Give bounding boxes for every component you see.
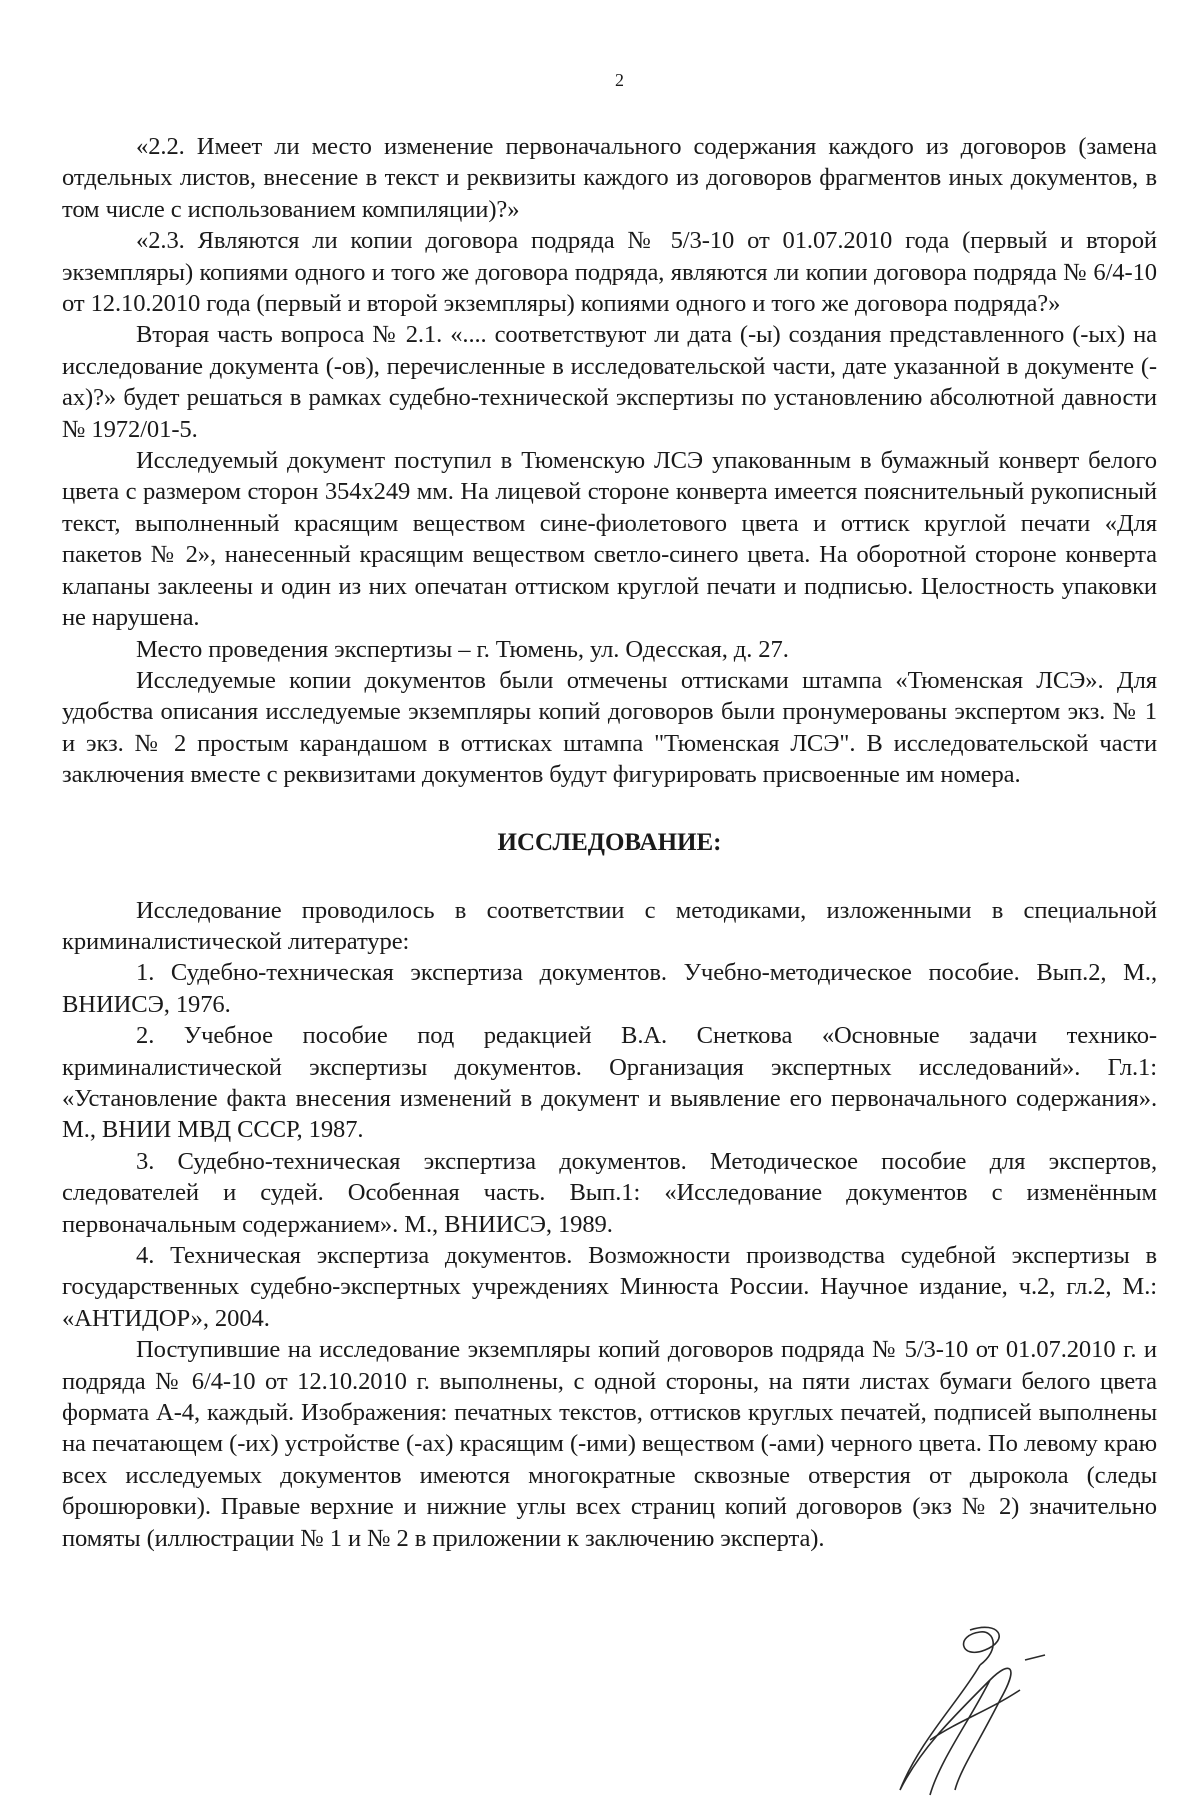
paragraph-copies-marked: Исследуемые копии документов были отмечены оттисками штампа «Тюменская ЛСЭ». Для удобства описания исследуемые экземпляры копий договоров были пронумерованы экспертом экз. № 1 и экз. № 2 простым карандашом в оттисках штампа "Тюменская ЛСЭ". В исследовательской части заключения вместе с реквизитами документов будут фигурировать присвоенные им номера. — [62, 666, 1157, 789]
paragraph-question-2-3: «2.3. Являются ли копии договора подряда № 5/3-10 от 01.07.2010 года (первый и второй экземпляры) копиями одного и того же договора подряда, являются ли копии договора подряда № 6/4-10 от 12.10.2010 года (первый и второй экземпляры) копиями одного и того же договора подряда?» — [62, 227, 1157, 318]
paragraph-methods-intro: Исследование проводилось в соответствии с методиками, изложенными в специальной криминалистической литературе: — [62, 896, 1157, 955]
paragraph-question-2-2: «2.2. Имеет ли место изменение первоначального содержания каждого из договоров (замена отдельных листов, внесение в текст и реквизиты каждого из договоров фрагментов иных документов, в том числе с использованием компиляции)?» — [62, 133, 1157, 223]
reference-1: 1. Судебно-техническая экспертиза документов. Учебно-методическое пособие. Вып.2, М., ВНИИСЭ, 1976. — [62, 959, 1157, 1018]
paragraph-envelope: Исследуемый документ поступил в Тюменскую ЛСЭ упакованным в бумажный конверт белого цвета с размером сторон 354x249 мм. На лицевой стороне конверта имеется пояснительный рукописный текст, выполненный красящим веществом сине-фиолетового цвета и оттиск круглой печати «Для пакетов № 2», нанесенный красящим веществом светло-синего цвета. На оборотной стороне конверта клапаны заклеены и один из них опечатан оттиском круглой печати и подписью. Целостность упаковки не нарушена. — [62, 447, 1157, 632]
page-number: 2 — [615, 70, 624, 90]
paragraph-question-2-1-part2: Вторая часть вопроса № 2.1. «.... соответствуют ли дата (-ы) создания представленного (-ых) на исследование документа (-ов), перечисленные в исследовательской части, дате указанной в документе (-ах)?» будет решаться в рамках судебно-технической экспертизы по установлению абсолютной давности № 1972/01-5. — [62, 321, 1157, 443]
paragraph-description: Поступившие на исследование экземпляры копий договоров подряда № 5/3-10 от 01.07.2010 г. и подряда № 6/4-10 от 12.10.2010 г. выполнены, с одной стороны, на пяти листах бумаги белого цвета формата А-4, каждый. Изображения: печатных текстов, оттисков круглых печатей, подписей выполнены на печатающем (-их) устройстве (-ах) красящим (-ими) веществом (-ами) черного цвета. По левому краю всех исследуемых документов имеются многократные сквозные отверстия от дырокола (следы брошюровки). Правые верхние и нижние углы всех страниц копий договоров (экз № 2) значительно помяты (иллюстрации № 1 и № 2 в приложении к заключению эксперта). — [62, 1336, 1157, 1552]
document-page — [62, 70, 1157, 1554]
reference-2: 2. Учебное пособие под редакцией В.А. Снеткова «Основные задачи технико-криминалистической экспертизы документов. Организация экспертных исследований». Гл.1: «Установление факта внесения изменений в документ и выявление его первоначального содержания». М., ВНИИ МВД СССР, 1987. — [62, 1022, 1157, 1144]
handwritten-signature — [860, 1620, 1100, 1800]
section-heading: ИССЛЕДОВАНИЕ: — [497, 828, 722, 856]
reference-3: 3. Судебно-техническая экспертиза документов. Методическое пособие для экспертов, следователей и судей. Особенная часть. Вып.1: «Исследование документов с изменённым первоначальным содержанием». М., ВНИИСЭ, 1989. — [62, 1147, 1157, 1238]
reference-4: 4. Техническая экспертиза документов. Возможности производства судебной экспертизы в государственных судебно-экспертных учреждениях Минюста России. Научное издание, ч.2, гл.2, М.: «АНТИДОР», 2004. — [62, 1242, 1157, 1332]
paragraph-location: Место проведения экспертизы – г. Тюмень, ул. Одесская, д. 27. — [136, 635, 789, 663]
